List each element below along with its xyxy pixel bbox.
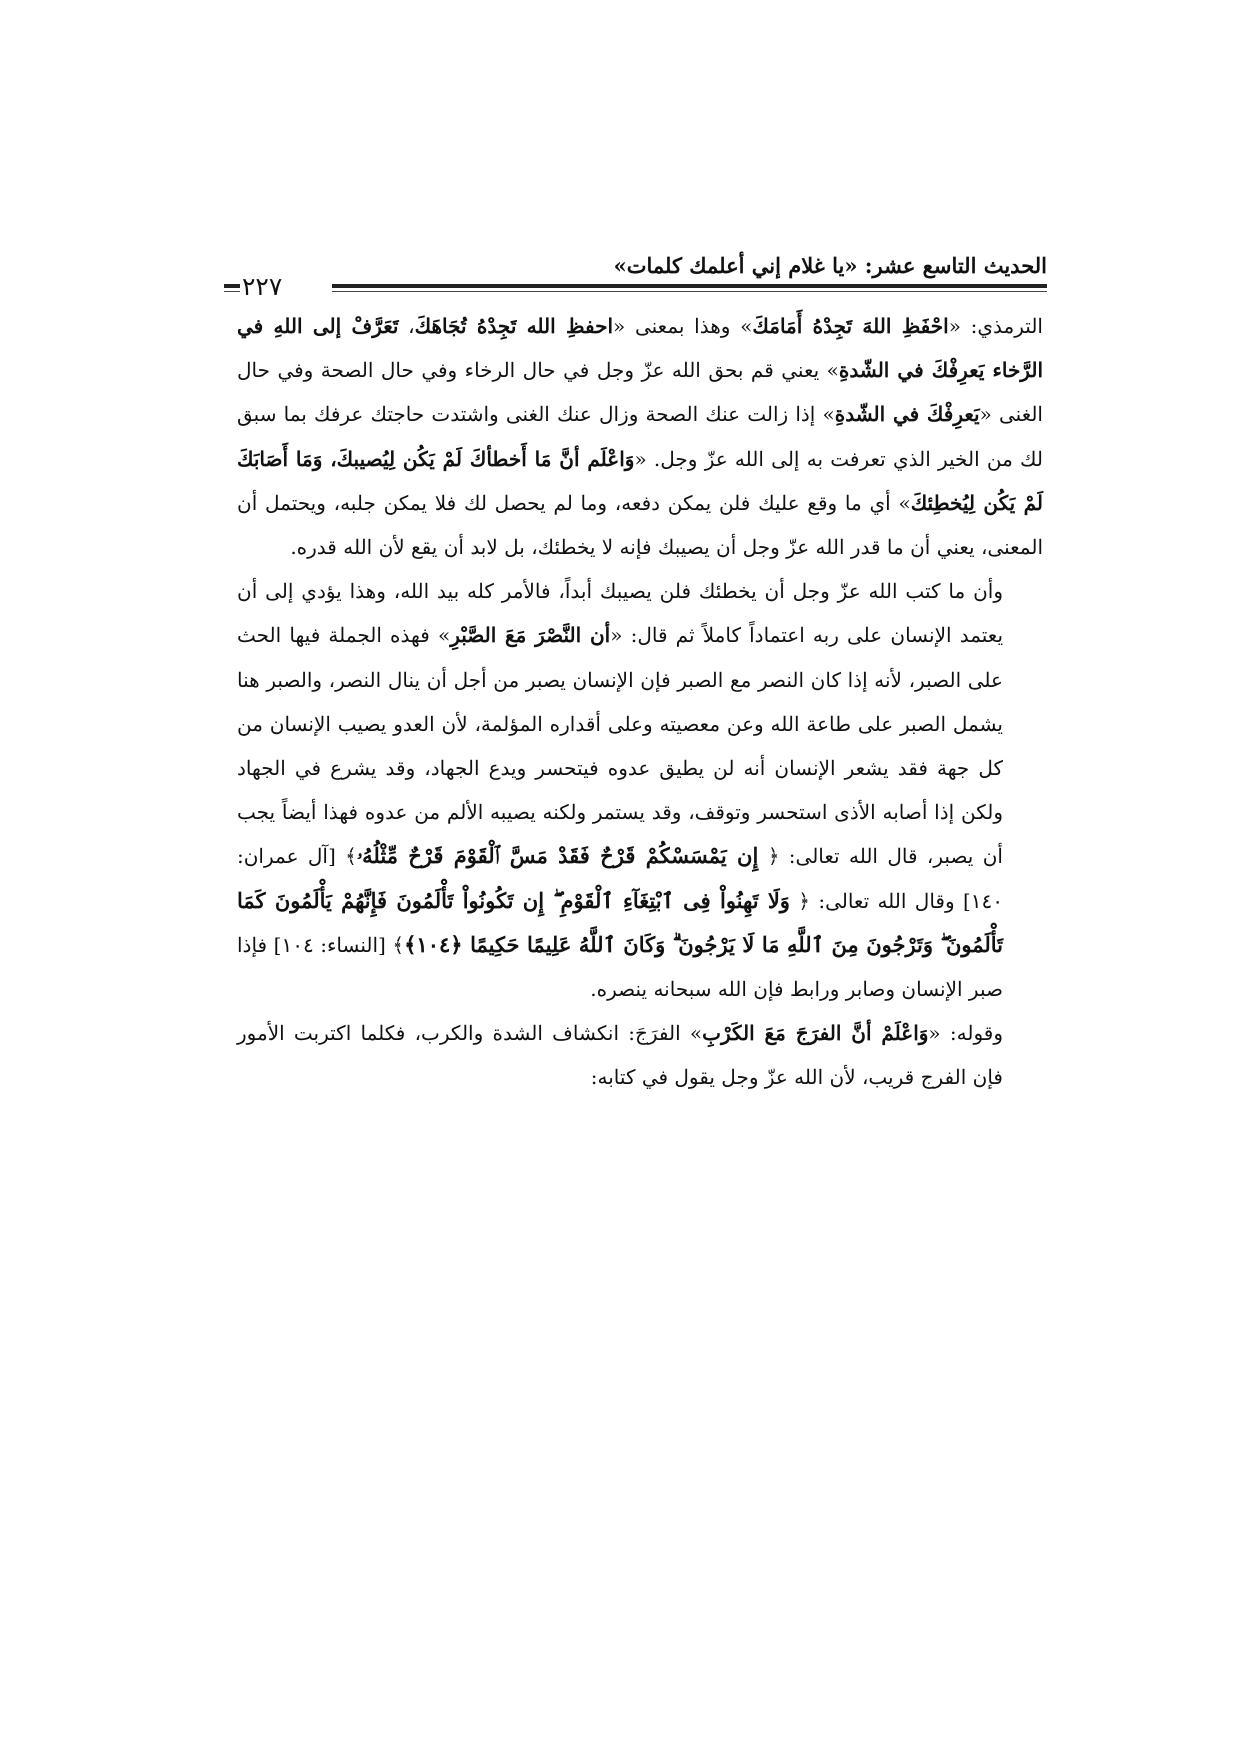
page-number: ٢٢٧ [242, 272, 283, 301]
quran-verse: وَلَا تَهِنُواْ فِى ٱبْتِغَآءِ ٱلْقَوْمِ ۖ إِن تَكُونُواْ تَأْلَمُونَ فَإِنَّهُمْ يَأْلَمُونَ كَمَا تَأْلَمُونَ ۖ وَتَرْجُونَ مِنَ ٱللَّهِ مَا لَا يَرْجُونَ ۗ وَكَانَ ٱللَّهُ عَلِيمًا حَكِيمًا ﴿١٠٤﴾ [237, 887, 1004, 957]
text-segment: » إذا زالت عنك الصحة وزال عنك الغنى واشتدت حاجتك عرفك بما سبق لك من الخير الذي تعرفت به إلى الله عزّ وجل. « [237, 402, 1043, 471]
header-rule-stub [224, 284, 240, 288]
hadith-quote: تَعَرَّفْ إلى اللهِ في الرَّخاء يَعرِفْكَ في الشّدةِ [237, 314, 1043, 383]
paragraph-1 [237, 304, 1043, 569]
paragraph-2 [237, 569, 1043, 1011]
text-segment: » أي ما وقع عليك فلن يمكن دفعه، وما لم يحصل لك فلا يمكن جلبه، ويحتمل أن المعنى، يعني أن ما قدر الله عزّ وجل أن يصيبك فإنه لا يخطئك، بل لابد أن يقع لأن الله قدره. [237, 490, 1043, 560]
paragraph-3 [237, 1011, 1043, 1099]
hadith-quote: احْفَظِ اللهَ تَجِدْهُ أَمَامَكَ [752, 314, 949, 338]
text-segment: ﴾ [النساء: ١٠٤] فإذا صبر الإنسان وصابر ورابط فإن الله سبحانه ينصره. [237, 932, 1003, 1002]
text-segment: وقوله: « [928, 1021, 1003, 1046]
header-rule-thin [332, 291, 1047, 292]
text-segment: ، [398, 314, 415, 338]
chapter-title: الحديث التاسع عشر: «يا غلام إني أعلمك كلمات» [613, 253, 1047, 278]
header-rule [332, 284, 1047, 288]
hadith-quote: يَعرِفْكَ في الشّدةِ [834, 402, 980, 427]
text-segment: » فهذه الجملة فيها الحث على الصبر، لأنه إذا كان النصر مع الصبر فإن الإنسان يصبر من أجل أن ينال النصر، والصبر هنا يشمل الصبر على طاعة الله وعن معصيته وعلى أقداره المؤلمة، لأن العدو يصيب الإنسان من كل جهة فقد يشعر الإنسان أنه لن يطيق عدوه فيتحسر ويدع الجهاد، وقد يشرع في الجهاد ولكن إذا أصابه الأذى استحسر وتوقف، وقد يستمر ولكنه يصيبه الألم من عدوه فهذا أيضاً يجب أن يصبر، قال الله تعالى: ﴿ [237, 623, 1003, 869]
text-segment: الترمذي: « [948, 314, 1043, 338]
body-text [237, 304, 1043, 1100]
hadith-quote: وَاعْلَم أنَّ مَا أَخطأكَ لَمْ يَكُن لِيُصيبكَ، وَمَا أَصَابَكَ لَمْ يَكُن لِيُخطِئكَ [237, 446, 1043, 515]
hadith-quote: أن النَّصْرَ مَعَ الصَّبْرِ [450, 623, 611, 648]
text-segment: » يعني قم بحق الله عزّ وجل في حال الرخاء وفي حال الصحة وفي حال الغنى « [237, 358, 1043, 427]
hadith-quote: وَاعْلَمْ أنَّ الفرَجَ مَعَ الكَرْبِ [702, 1021, 929, 1046]
text-segment: ﴾ [آل عمران: ١٤٠] وقال الله تعالى: ﴿ [237, 844, 1003, 913]
text-segment: » الفرَجَ: انكشاف الشدة والكرب، فكلما اكتربت الأمور فإن الفرج قريب، لأن الله عزّ وجل يقول في كتابه: [237, 1021, 1003, 1090]
text-segment: وأن ما كتب الله عزّ وجل أن يخطئك فلن يصيبك أبداً، فالأمر كله بيد الله، وهذا يؤدي إلى أن يعتمد الإنسان على ربه اعتماداً كاملاً ثم قال: « [237, 579, 1004, 648]
page-header [224, 253, 1047, 301]
hadith-quote: احفظِ الله تَجِدْهُ تُجَاهَكَ [414, 314, 614, 338]
text-segment: » وهذا بمعنى « [613, 314, 753, 338]
quran-verse: إِن يَمْسَسْكُمْ قَرْحٌ فَقَدْ مَسَّ ٱلْقَوْمَ قَرْحٌ مِّثْلُهُۥ [356, 843, 759, 869]
header-rule-stub-thin [224, 291, 240, 292]
